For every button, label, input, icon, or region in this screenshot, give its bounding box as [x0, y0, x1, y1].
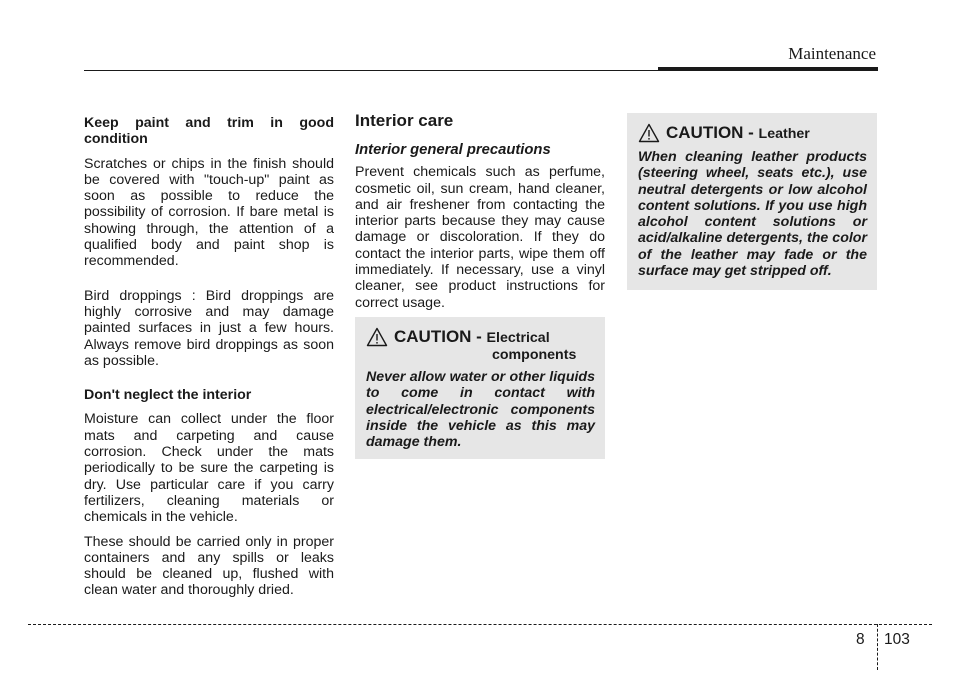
precautions-paragraph: Prevent chemicals such as perfume, cosmetic oil, sun cream, hand cleaner, and air freshener from contacting the interior parts because they may cause damage or discoloration. If they do contact the interior parts, wipe them off immediately. If necessary, use a vinyl cleaner, see product instructions for correct usage. [355, 164, 605, 311]
caution-topic: Leather [758, 126, 810, 142]
caution-label: CAUTION - [666, 123, 759, 142]
header-rule [84, 70, 660, 71]
caution-label: CAUTION - [394, 327, 487, 346]
bird-droppings-paragraph: Bird droppings : Bird droppings are highly corrosive and may damage painted surfaces in just a few hours. Always remove bird droppings as soon as possible. [84, 287, 334, 369]
caution-topic-line2: components [492, 347, 577, 363]
middle-column [355, 111, 605, 311]
footer-divider [877, 624, 878, 670]
caution-box-leather [627, 113, 877, 290]
page-number: 103 [884, 631, 910, 648]
section-title: Interior care [355, 111, 454, 130]
caution-topic: Electrical [486, 330, 550, 346]
footer-rule [28, 624, 932, 625]
interior-heading: Don't neglect the interior [84, 387, 252, 404]
carry-paragraph: These should be carried only in proper containers and any spills or leaks should be cleaned up, flushed with clean water and thoroughly dried. [84, 533, 334, 599]
page-header-title: Maintenance [788, 44, 876, 63]
warning-triangle-icon [366, 327, 388, 347]
left-column [84, 115, 334, 599]
paint-paragraph: Scratches or chips in the finish should be covered with "touch-up" paint as soon as possible to reduce the possibility of corrosion. If bare metal is showing through, the attention of a qualified body and paint shop is recommended. [84, 155, 334, 270]
warning-triangle-icon [638, 123, 660, 143]
interior-paragraph: Moisture can collect under the floor mats and carpeting and cause corrosion. Check under the mats periodically to be sure the carpeting is dry. Use particular care if you carry fertilizers, cleaning materials or chemicals in the vehicle. [84, 411, 334, 526]
header-rule-accent [658, 67, 878, 71]
paint-heading: Keep paint and trim in good condition [84, 115, 334, 148]
subsection-title: Interior general precautions [355, 142, 551, 158]
chapter-number: 8 [856, 631, 865, 648]
caution-box-electrical [355, 317, 605, 459]
caution-text: Never allow water or other liquids to come in contact with electrical/electronic components inside the vehicle as this may damage them. [366, 369, 595, 451]
caution-text: When cleaning leather products (steering wheel, seats etc.), use neutral detergents or low alcohol content solutions. If you use high alcohol content solutions or acid/alkaline detergents, the color of the leather may fade or the surface may get stripped off. [638, 149, 867, 280]
